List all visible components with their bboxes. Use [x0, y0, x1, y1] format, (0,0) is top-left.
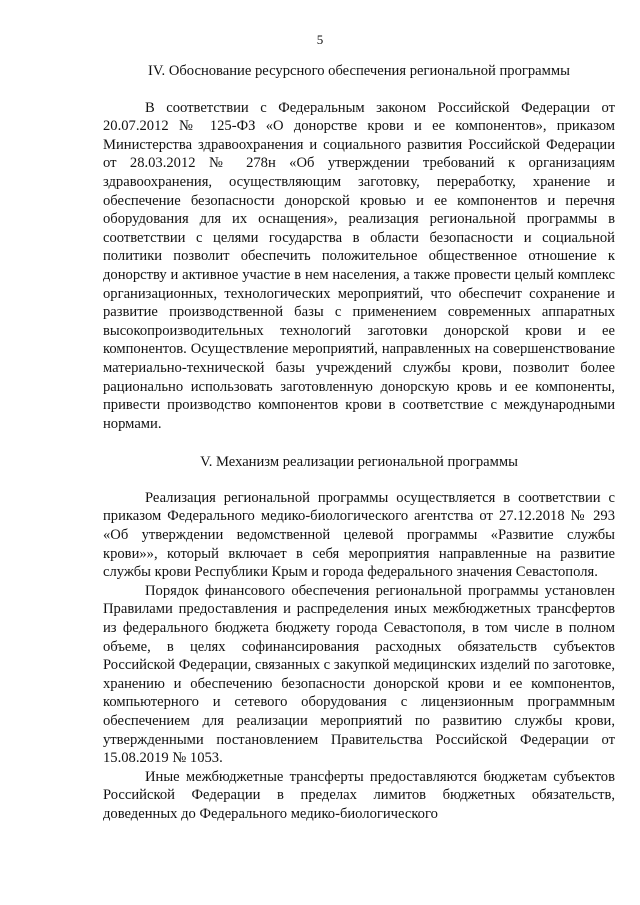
paragraph: Реализация региональной программы осуществляется в соответствии с приказом Федерального медико-биологического агентства от 27.12.2018 № 293 «Об утверждении ведомственной целевой программы «Развитие службы крови»», который включает в себя мероприятия направленные на развитие службы крови Республики Крым и города федерального значения Севастополя.	[103, 489, 615, 581]
paragraph: Иные межбюджетные трансферты предоставляются бюджетам субъектов Российской Федерации в пределах лимитов бюджетных обязательств, доведенных до Федерального медико-биологического	[103, 768, 615, 822]
section-heading: IV. Обоснование ресурсного обеспечения региональной программы	[148, 63, 570, 79]
section-resource-support	[103, 62, 615, 433]
paragraph: Порядок финансового обеспечения региональной программы установлен Правилами предоставления и распределения иных межбюджетных трансфертов из федерального бюджета бюджету города Севастополя, в том числе в полном объеме, в целях софинансирования расходных обязательств субъектов Российской Федерации, связанных с закупкой медицинских изделий по заготовке, хранению и обеспечению безопасности донорской крови и ее компонентов, компьютерного и сетевого оборудования с лицензионным программным обеспечением для реализации мероприятий по развитию службы крови, утвержденными постановлением Правительства Российской Федерации от 15.08.2019 № 1053.	[103, 582, 615, 767]
section-heading: V. Механизм реализации региональной программы	[200, 454, 518, 471]
document-body	[103, 62, 615, 824]
page-number: 5	[316, 32, 324, 47]
section-implementation-mechanism	[103, 453, 615, 823]
paragraph: В соответствии с Федеральным законом Российской Федерации от 20.07.2012 № 125-ФЗ «О донорстве крови и ее компонентов», приказом Министерства здравоохранения и социального развития Российской Федерации от 28.03.2012 № 278н «Об утверждении требований к организациям здравоохранения, осуществляющим заготовку, переработку, хранение и обеспечение безопасности донорской кровью и ее компонентов и перечня оборудования для их оснащения», реализация региональной программы в соответствии с целями государства в области безопасности и социальной политики позволит обеспечить положительное общественное отношение к донорству и активное участие в нем населения, а также провести целый комплекс организационных, технологических мероприятий, что обеспечит сохранение и развитие производственной базы с применением современных аппаратных высокопроизводительных технологий заготовки донорской крови и ее компонентов. Осуществление мероприятий, направленных на совершенствование материально-технической базы учреждений службы крови, позволит более рационально использовать заготовленную донорскую кровь и ее компоненты, привести производство компонентов крови в соответствие с международными нормами.	[103, 99, 615, 432]
